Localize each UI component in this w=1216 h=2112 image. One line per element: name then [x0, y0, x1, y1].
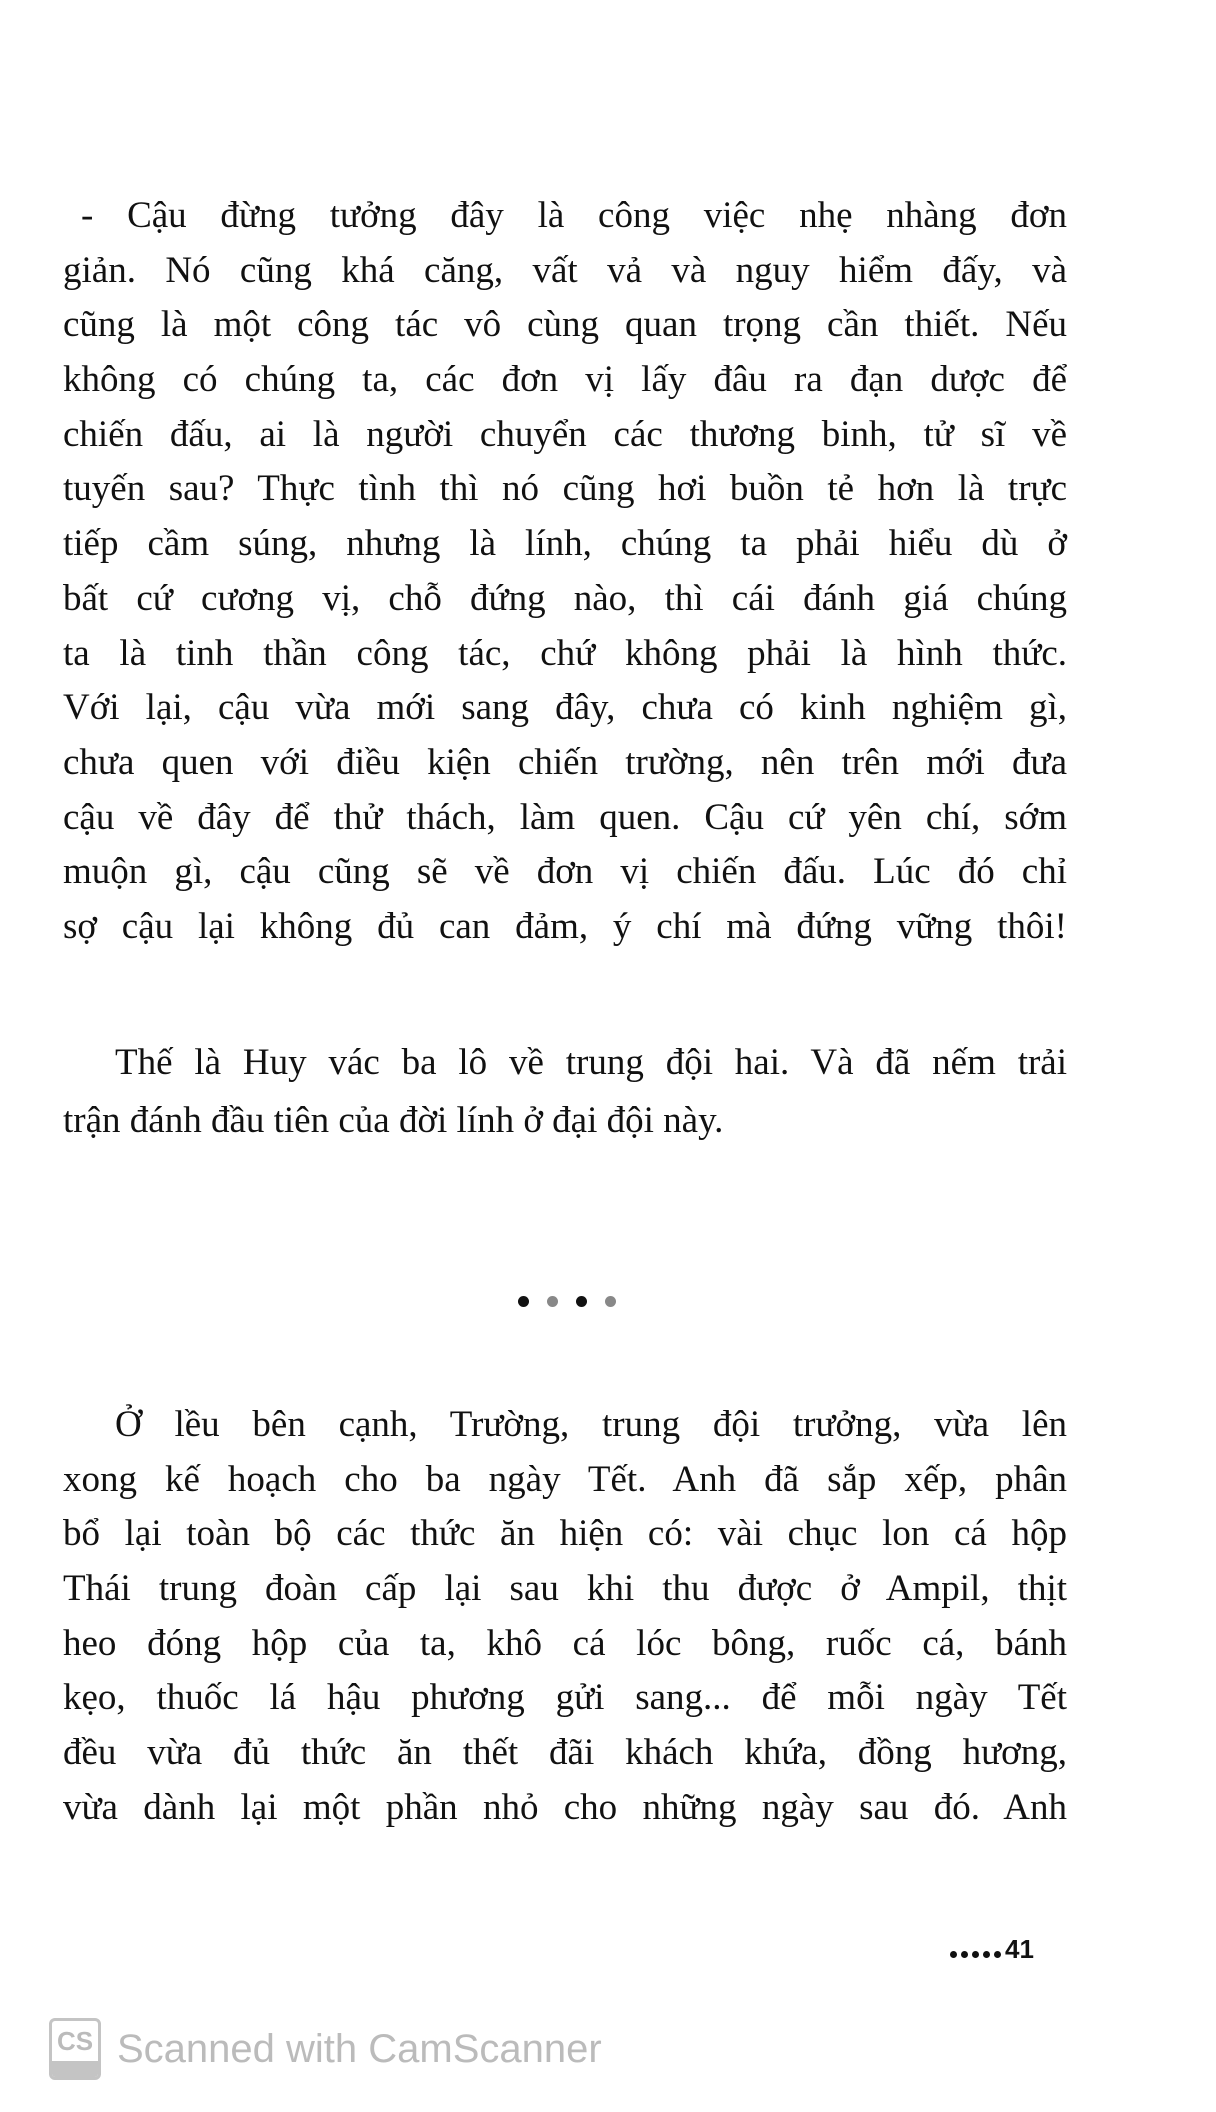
paragraph-dialogue — [63, 189, 1067, 955]
text-line: trận đánh đầu tiên của đời lính ở đại đội này. — [63, 1100, 724, 1141]
text-line: Với lại, cậu vừa mới sang đây, chưa có kinh nghiệm gì, — [63, 687, 1067, 729]
text-line: xong kế hoạch cho ba ngày Tết. Anh đã sắp xếp, phân — [63, 1458, 1067, 1500]
text-line: bất cứ cương vị, chỗ đứng nào, thì cái đánh giá chúng — [63, 577, 1067, 619]
camscanner-logo-icon: CS — [49, 2018, 101, 2080]
ornament-dot — [576, 1296, 587, 1307]
section-break-ornament — [518, 1296, 616, 1307]
camscanner-watermark — [49, 2018, 602, 2080]
text-line: chưa quen với điều kiện chiến trường, nên trên mới đưa — [63, 741, 1067, 783]
paragraph-huy — [63, 1034, 1067, 1150]
text-line: Thái trung đoàn cấp lại sau khi thu được ở Ampil, thịt — [63, 1568, 1067, 1610]
text-line: heo đóng hộp của ta, khô cá lóc bông, ruốc cá, bánh — [63, 1622, 1067, 1664]
text-line: không có chúng ta, các đơn vị lấy đâu ra đạn dược để — [63, 359, 1067, 401]
text-line: Thế là Huy vác ba lô về trung đội hai. Và đã nếm trải — [115, 1042, 1067, 1083]
text-line: cậu về đây để thử thách, làm quen. Cậu cứ yên chí, sớm — [63, 796, 1067, 838]
ornament-dot — [950, 1951, 957, 1958]
text-line: cũng là một công tác vô cùng quan trọng cần thiết. Nếu — [63, 304, 1067, 346]
text-line: chiến đấu, ai là người chuyển các thương binh, tử sĩ về — [63, 413, 1067, 455]
text-line: vừa dành lại một phần nhỏ cho những ngày sau đó. Anh — [63, 1786, 1067, 1828]
ornament-dot — [547, 1296, 558, 1307]
text-line: tuyến sau? Thực tình thì nó cũng hơi buồn tẻ hơn là trực — [63, 468, 1067, 510]
ornament-dot — [972, 1951, 979, 1958]
text-line: kẹo, thuốc lá hậu phương gửi sang... để mỗi ngày Tết — [63, 1677, 1067, 1719]
text-line: tiếp cầm súng, nhưng là lính, chúng ta phải hiểu dù ở — [63, 523, 1067, 565]
text-line: đều vừa đủ thức ăn thết đãi khách khứa, đồng hương, — [63, 1732, 1067, 1774]
page-number — [950, 1934, 1034, 1965]
text-line: bổ lại toàn bộ các thức ăn hiện có: vài chục lon cá hộp — [63, 1513, 1067, 1555]
text-line: muộn gì, cậu cũng sẽ về đơn vị chiến đấu. Lúc đó chỉ — [63, 851, 1067, 893]
ornament-dot — [983, 1951, 990, 1958]
text-line: giản. Nó cũng khá căng, vất vả và nguy hiểm đấy, và — [63, 249, 1067, 291]
watermark-text: Scanned with CamScanner — [117, 2026, 602, 2071]
ornament-dot — [961, 1951, 968, 1958]
ornament-dot — [518, 1296, 529, 1307]
text-line: sợ cậu lại không đủ can đảm, ý chí mà đứng vững thôi! — [63, 905, 1067, 947]
paragraph-truong — [63, 1398, 1067, 1836]
text-line: - Cậu đừng tưởng đây là công việc nhẹ nhàng đơn — [81, 195, 1067, 236]
page-number-text: 41 — [1005, 1934, 1034, 1964]
text-line: Ở lều bên cạnh, Trường, trung đội trưởng, vừa lên — [115, 1404, 1067, 1445]
ornament-dot — [605, 1296, 616, 1307]
ornament-dot — [994, 1951, 1001, 1958]
text-line: ta là tinh thần công tác, chứ không phải là hình thức. — [63, 632, 1067, 674]
